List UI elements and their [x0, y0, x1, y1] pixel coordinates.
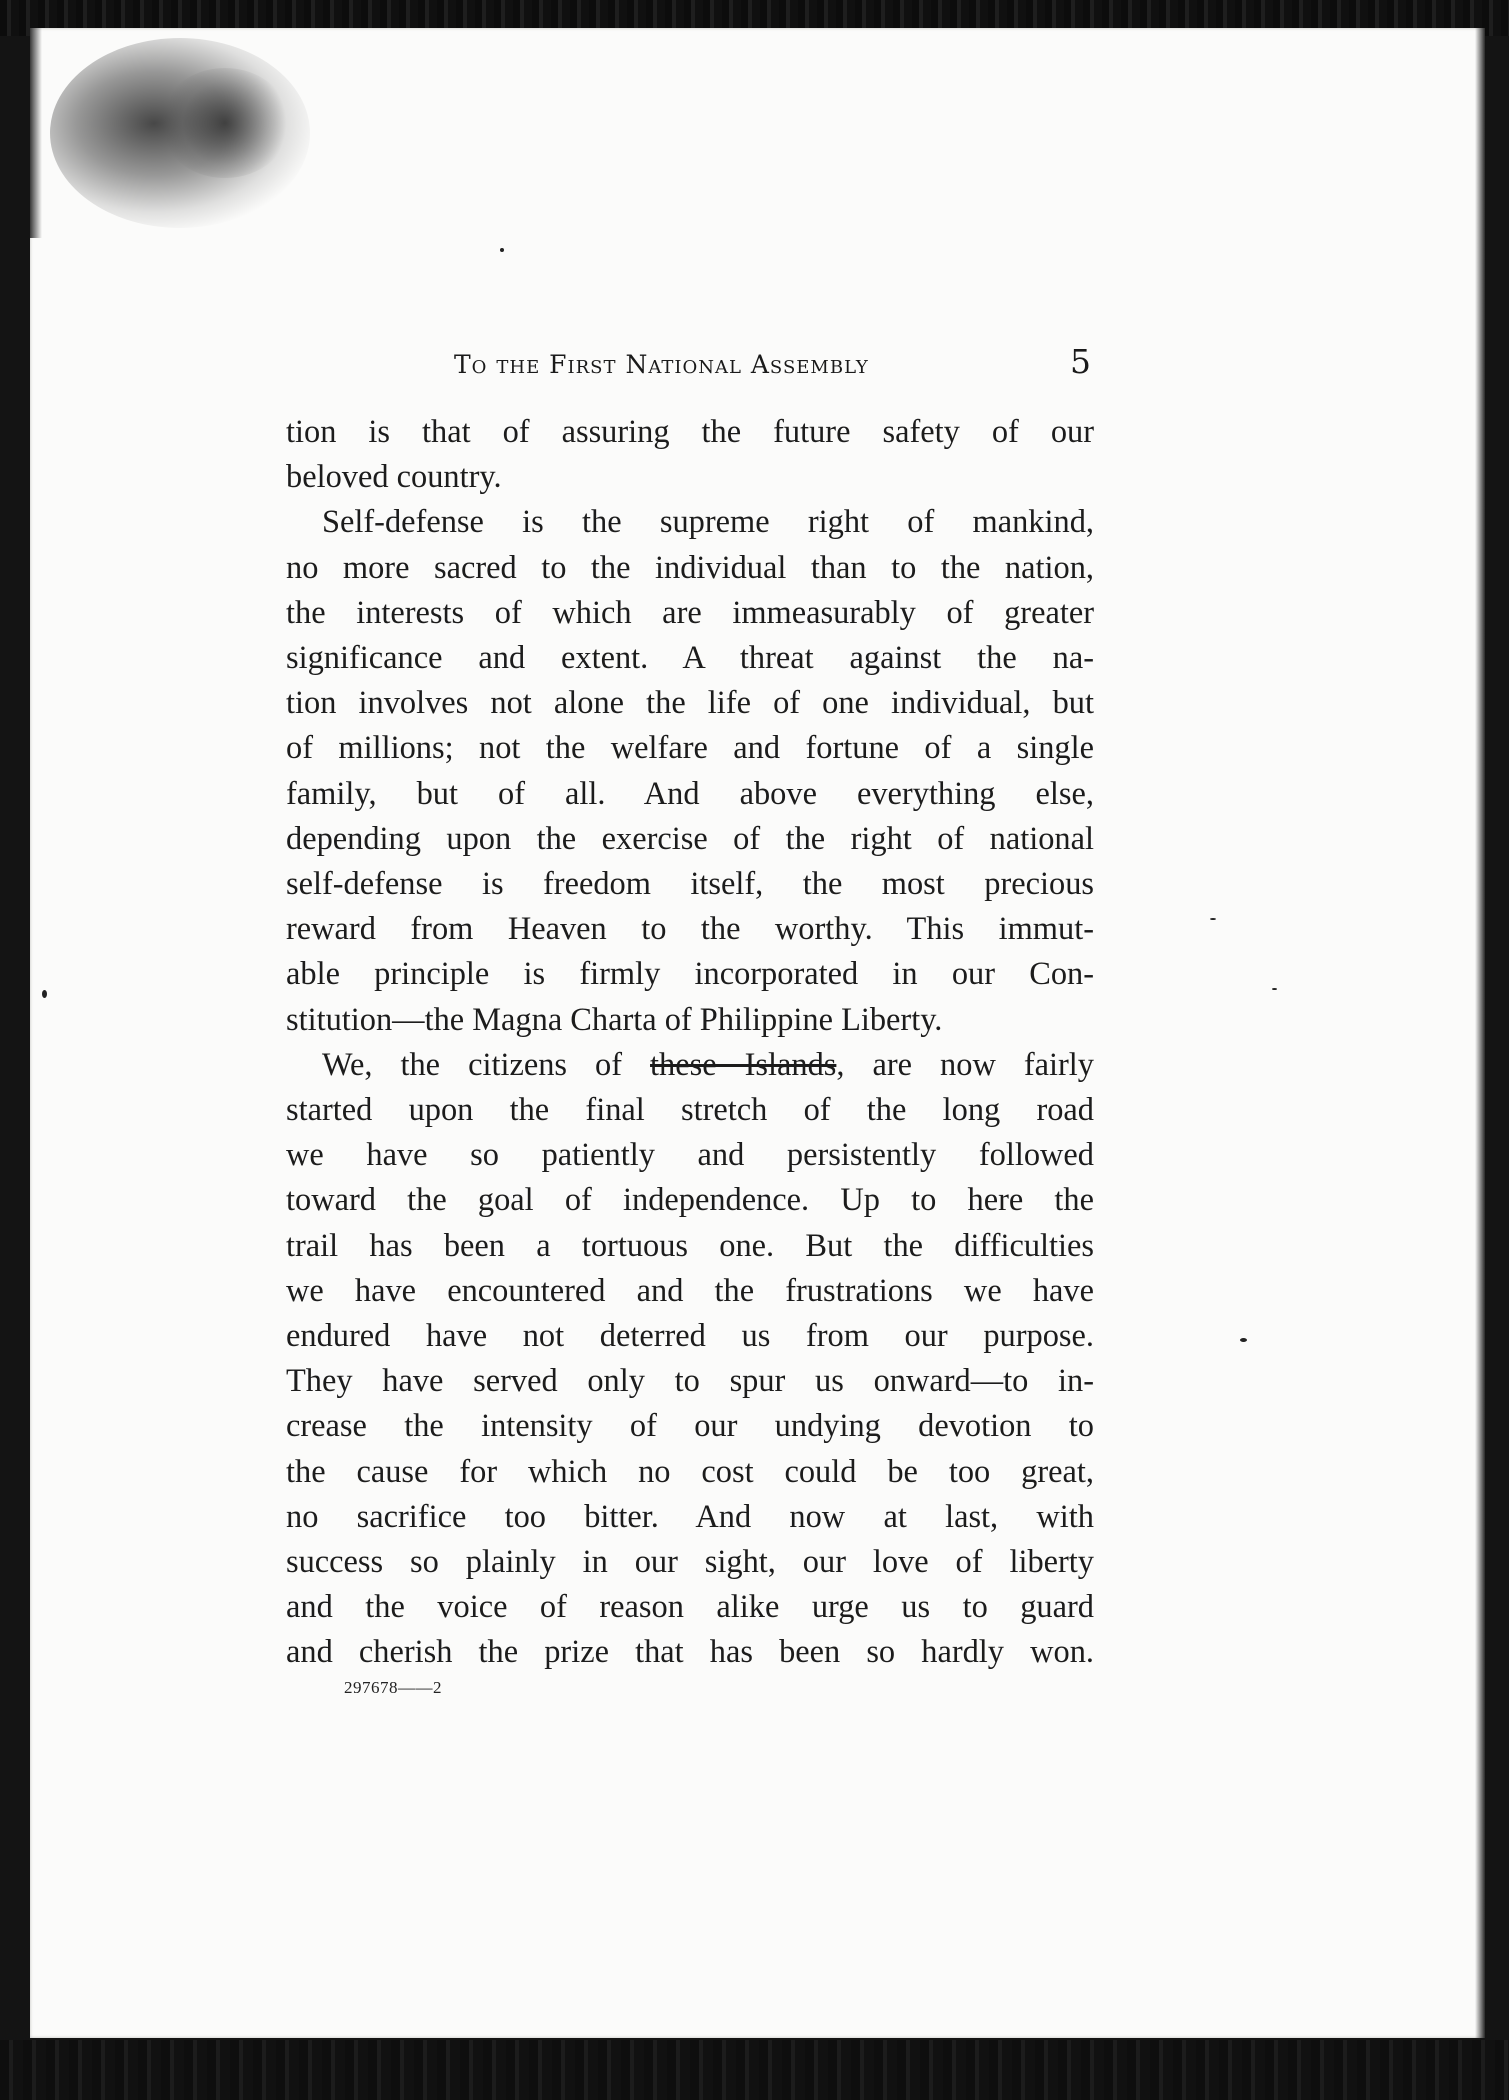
dust-speck — [1272, 988, 1277, 990]
text-line: toward the goal of independence. Up to here the — [286, 1182, 1094, 1219]
text-line: Self-defense is the supreme right of mankind, — [322, 504, 1094, 541]
text-line: reward from Heaven to the worthy. This immut- — [286, 911, 1094, 948]
text-line: the interests of which are immeasurably of greater — [286, 594, 1094, 631]
text-line: trail has been a tortuous one. But the difficulties — [286, 1227, 1094, 1264]
text-line: we have encountered and the frustrations we have — [286, 1272, 1094, 1309]
text-line: They have served only to spur us onward—to in- — [286, 1363, 1094, 1400]
dust-speck — [42, 990, 47, 998]
page-edge-shadow-right — [1475, 28, 1485, 2038]
body-text — [286, 410, 1094, 1676]
struck-through-text: these Islands — [650, 1046, 837, 1083]
text-line: no sacrifice too bitter. And now at last, with — [286, 1498, 1094, 1535]
text-line: beloved country. — [286, 459, 502, 496]
text-line — [286, 1043, 1094, 1088]
text-line: crease the intensity of our undying devotion to — [286, 1408, 1094, 1445]
dust-speck — [500, 248, 504, 252]
page-edge-shadow-left — [30, 28, 42, 238]
text-line: tion involves not alone the life of one individual, but — [286, 685, 1094, 722]
text-line: stitution—the Magna Charta of Philippine Liberty. — [286, 1001, 943, 1038]
text-line: started upon the final stretch of the long road — [286, 1092, 1094, 1129]
text-line: success so plainly in our sight, our love of liberty — [286, 1544, 1094, 1581]
text-line: and the voice of reason alike urge us to guard — [286, 1589, 1094, 1626]
dust-speck — [1210, 918, 1216, 920]
page-number: 5 — [1070, 342, 1091, 381]
dust-speck — [1240, 1338, 1247, 1342]
ink-smudge-dark — [160, 68, 290, 178]
text-line: no more sacred to the individual than to the nation, — [286, 549, 1094, 586]
text-line: tion is that of assuring the future safety of our — [286, 414, 1094, 450]
text-segment: We, the citizens of — [322, 1046, 651, 1083]
text-line: depending upon the exercise of the right of national — [286, 820, 1094, 857]
text-line: we have so patiently and persistently followed — [286, 1137, 1094, 1174]
text-line: family, but of all. And above everything else, — [286, 775, 1094, 812]
scan-border-bottom — [0, 2040, 1509, 2100]
text-line: endured have not deterred us from our purpose. — [286, 1318, 1094, 1355]
text-segment: , are now fairly — [836, 1046, 1095, 1083]
text-line: able principle is firmly incorporated in our Con- — [286, 956, 1094, 993]
text-line: the cause for which no cost could be too great, — [286, 1453, 1094, 1490]
text-line: and cherish the prize that has been so hardly won. — [286, 1634, 1094, 1671]
text-line: of millions; not the welfare and fortune of a single — [286, 730, 1094, 767]
text-line: significance and extent. A threat against the na- — [286, 640, 1094, 677]
running-head: To the First National Assembly — [454, 350, 869, 379]
printer-signature-mark: 297678——2 — [344, 1678, 442, 1697]
text-line: self-defense is freedom itself, the most precious — [286, 866, 1094, 903]
